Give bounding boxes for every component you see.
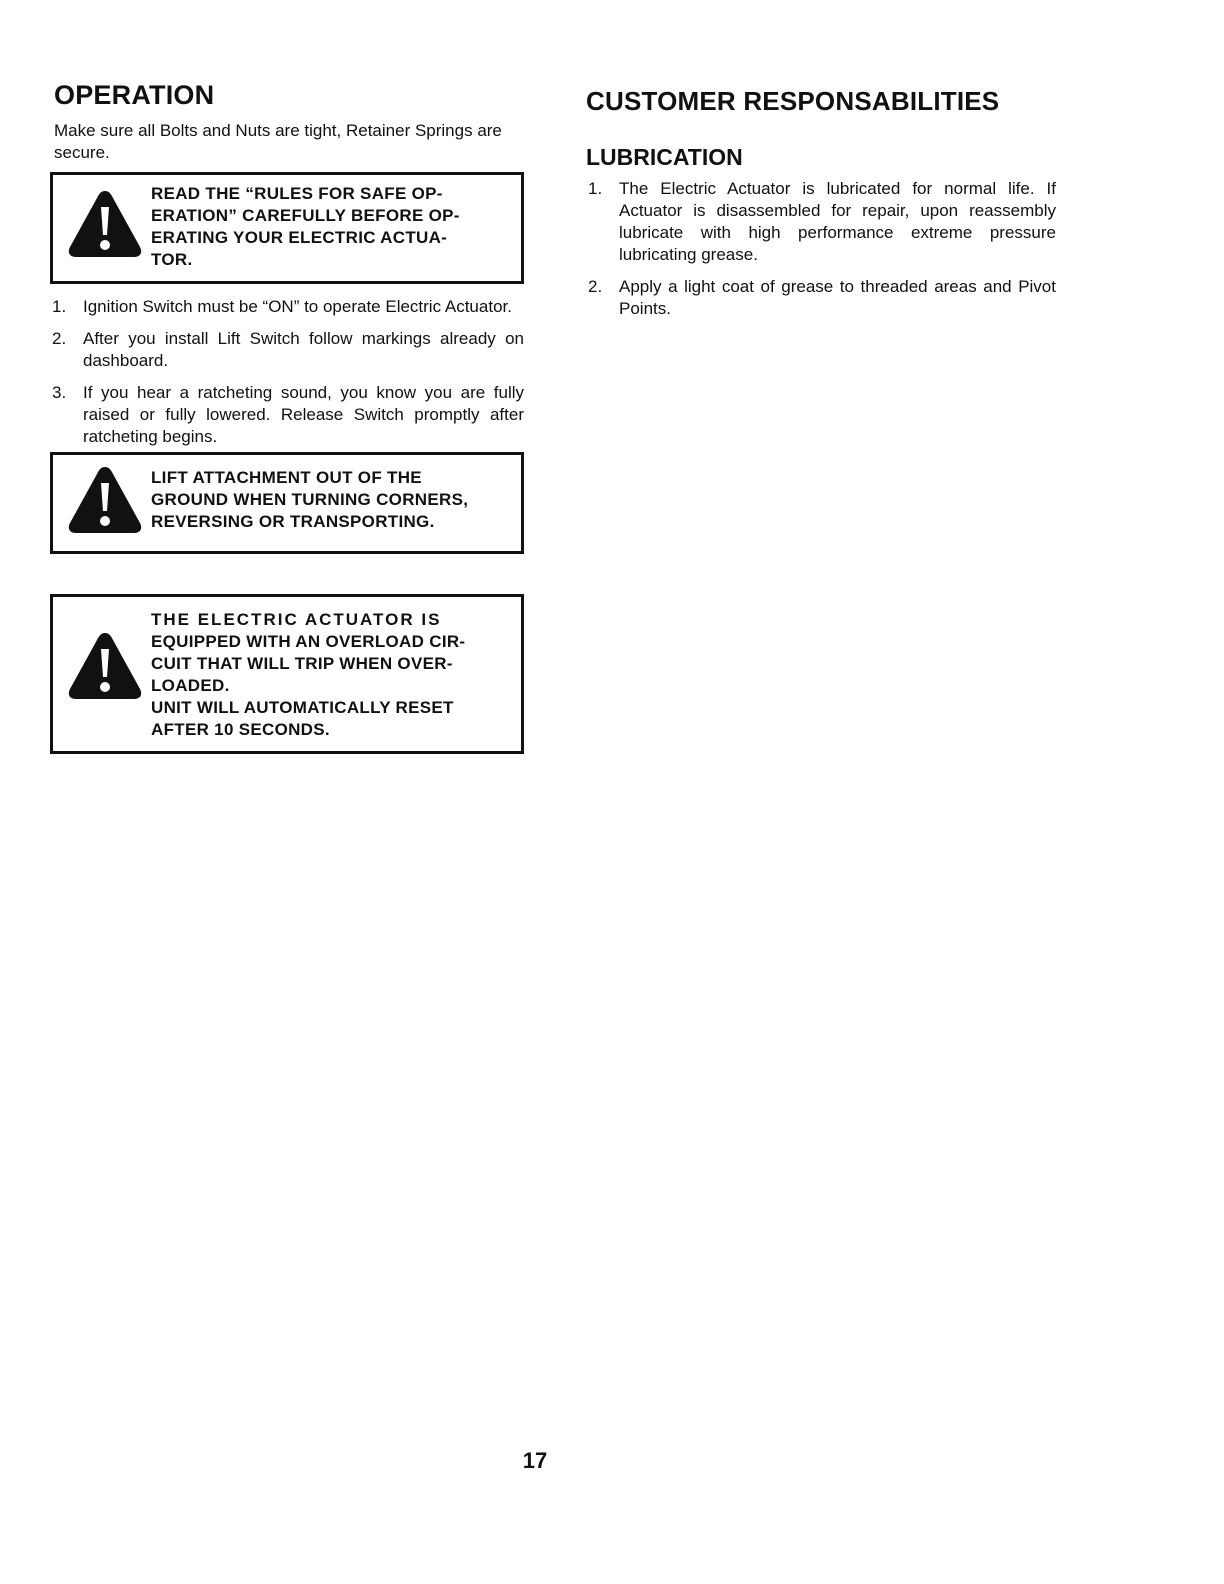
warning-line: GROUND WHEN TURNING CORNERS,	[151, 490, 469, 509]
step-text: Ignition Switch must be “ON” to operate Electric Actuator.	[83, 297, 512, 316]
warning-line: UNIT WILL AUTOMATICALLY RESET	[151, 698, 454, 717]
step-text: The Electric Actuator is lubricated for normal life. If Actuator is disassembled for repair, upon reassembly lubricate with high performance extreme pressure lubricating grease.	[619, 179, 1056, 264]
page-number: 17	[522, 1448, 548, 1473]
operation-intro: Make sure all Bolts and Nuts are tight, Retainer Springs are secure.	[54, 121, 502, 162]
warning-line: EQUIPPED WITH AN OVERLOAD CIR-	[151, 632, 466, 651]
warning-text-overload-circuit	[151, 609, 505, 741]
lubrication-steps	[586, 178, 1056, 320]
customer-responsibilities-heading: CUSTOMER RESPONSABILITIES	[586, 86, 1000, 116]
step-number: 2.	[52, 329, 67, 348]
list-item	[586, 178, 1056, 266]
warning-line: AFTER 10 SECONDS.	[151, 720, 330, 739]
list-item	[50, 328, 524, 372]
warning-box-lift-attachment	[50, 452, 524, 554]
warning-line: THE ELECTRIC ACTUATOR IS	[151, 610, 442, 629]
step-text: If you hear a ratcheting sound, you know you are fully raised or fully lowered. Release Switch promptly after ratcheting begins.	[83, 383, 524, 446]
warning-line: LIFT ATTACHMENT OUT OF THE	[151, 468, 422, 487]
warning-box-overload-circuit	[50, 594, 524, 754]
warning-text-safe-operation	[151, 183, 505, 271]
operation-steps	[50, 296, 524, 448]
operation-section	[50, 78, 524, 754]
warning-line: CUIT THAT WILL TRIP WHEN OVER-	[151, 654, 453, 673]
list-item	[586, 276, 1056, 320]
warning-triangle-icon	[67, 465, 143, 535]
operation-heading: OPERATION	[54, 80, 215, 110]
warning-box-safe-operation	[50, 172, 524, 284]
step-text: After you install Lift Switch follow markings already on dashboard.	[83, 329, 524, 370]
step-number: 3.	[52, 383, 67, 402]
lubrication-heading: LUBRICATION	[586, 144, 743, 170]
warning-triangle-icon	[67, 631, 143, 701]
customer-responsibilities-section	[586, 84, 1056, 330]
list-item	[50, 382, 524, 448]
warning-line: REVERSING OR TRANSPORTING.	[151, 512, 435, 531]
warning-line: ERATION” CAREFULLY BEFORE OP-	[151, 206, 460, 225]
warning-line: READ THE “RULES FOR SAFE OP-	[151, 184, 443, 203]
step-number: 1.	[588, 179, 603, 198]
list-item	[50, 296, 524, 318]
warning-line: LOADED.	[151, 676, 230, 695]
warning-triangle-icon	[67, 189, 143, 259]
warning-text-lift-attachment	[151, 467, 505, 533]
step-number: 1.	[52, 297, 67, 316]
warning-line: TOR.	[151, 250, 193, 269]
warning-line: ERATING YOUR ELECTRIC ACTUA-	[151, 228, 448, 247]
step-text: Apply a light coat of grease to threaded areas and Pivot Points.	[619, 277, 1056, 318]
step-number: 2.	[588, 277, 603, 296]
